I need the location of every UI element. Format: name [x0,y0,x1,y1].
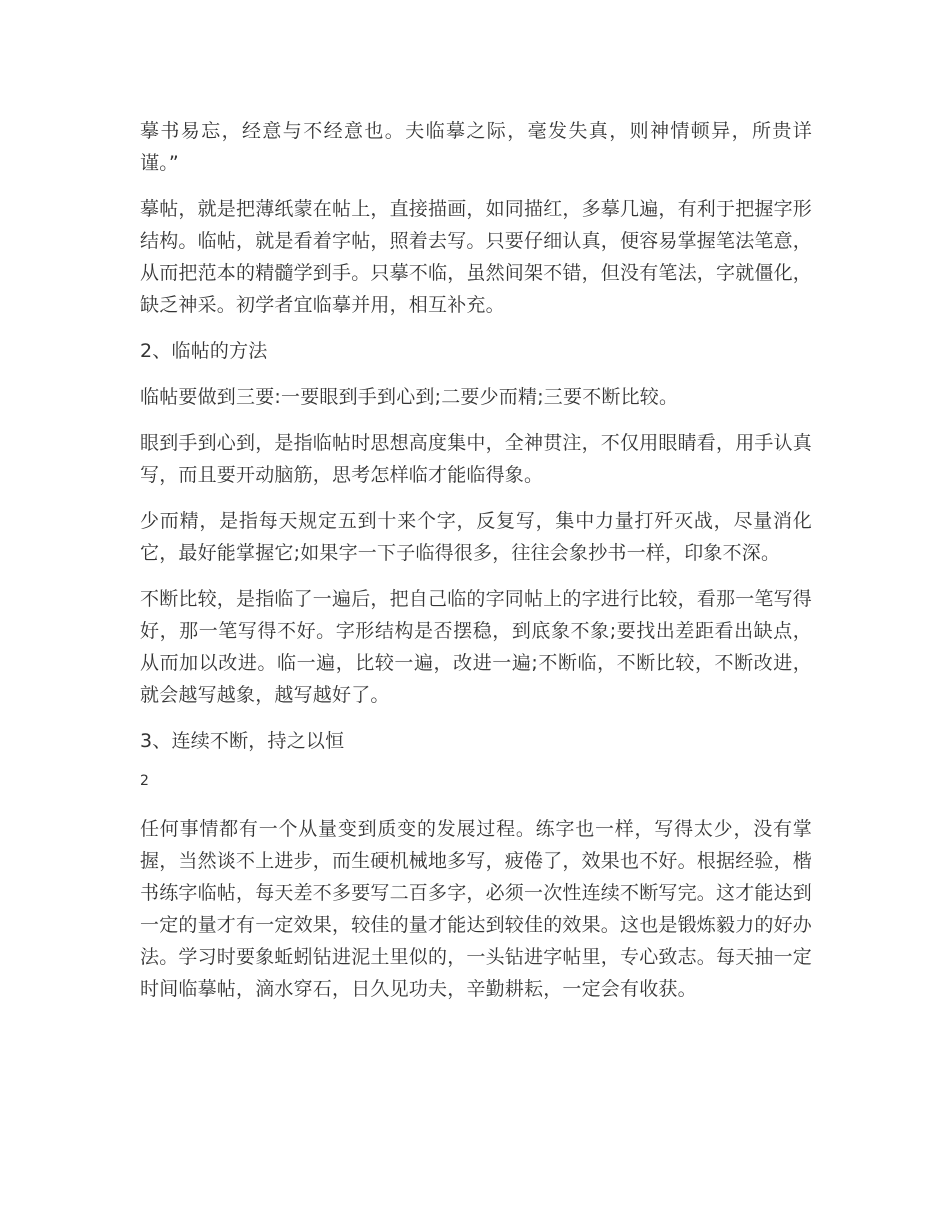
page-number: 2 [140,773,150,789]
paragraph-tracing-vs-copying: 摹帖，就是把薄纸蒙在帖上，直接描画，如同描红，多摹几遍，有利于把握字形结构。临帖，就是看着字帖，照着去写。只要仔细认真，便容易掌握笔法笔意，从而把范本的精髓学到手。只摹不临，虽然间架不错，但没有笔法，字就僵化，缺乏神采。初学者宜临摹并用，相互补充。 [140,198,813,316]
paragraph-quantity-to-quality: 任何事情都有一个从量变到质变的发展过程。练字也一样，写得太少，没有掌握，当然谈不上进步，而生硬机械地多写，疲倦了，效果也不好。根据经验，楷书练字临帖，每天差不多要写二百多字，必须一次性连续不断写完。这才能达到一定的量才有一定效果，较佳的量才能达到较佳的效果。这也是锻炼毅力的好办法。学习时要象蚯蚓钻进泥土里似的，一头钻进字帖里，专心致志。每天抽一定时间临摹帖，滴水穿石，日久见功夫，辛勤耕耘，一定会有收获。 [140,818,813,1000]
section-heading-copying-method: 2、临帖的方法 [140,340,268,362]
paragraph-tracing-quote: 摹书易忘，经意与不经意也。夫临摹之际，毫发失真，则神情顿异，所贵详谨。” [140,120,812,174]
section-heading-perseverance: 3、连续不断，持之以恒 [140,730,345,752]
document-body [140,115,812,1019]
paragraph-three-requirements: 临帖要做到三要:一要眼到手到心到;二要少而精;三要不断比较。 [140,386,679,408]
paragraph-few-but-fine: 少而精，是指每天规定五到十来个字，反复写，集中力量打歼灭战，尽量消化它，最好能掌握它;如果字一下子临得很多，往往会象抄书一样，印象不深。 [140,510,812,564]
paragraph-eye-hand-mind: 眼到手到心到，是指临帖时思想高度集中，全神贯注，不仅用眼睛看，用手认真写，而且要开动脑筋，思考怎样临才能临得象。 [140,432,813,486]
paragraph-constant-comparison: 不断比较，是指临了一遍后，把自己临的字同帖上的字进行比较，看那一笔写得好，那一笔写得不好。字形结构是否摆稳，到底象不象;要找出差距看出缺点，从而加以改进。临一遍，比较一遍，改进一遍;不断临，不断比较，不断改进，就会越写越象，越写越好了。 [140,588,813,706]
